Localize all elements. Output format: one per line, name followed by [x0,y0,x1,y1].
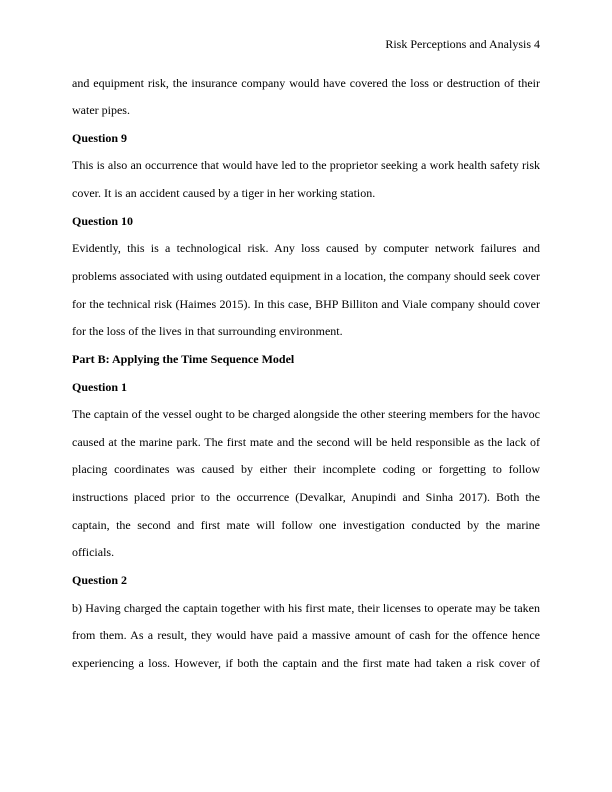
paragraph-line: experiencing a loss. However, if both the captain and the first mate had taken a risk cover of [72,655,540,670]
paragraph-line: from them. As a result, they would have paid a massive amount of cash for the offence hence [72,628,540,643]
running-head: Risk Perceptions and Analysis 4 [385,37,540,51]
paragraph-line: water pipes. [72,103,130,118]
paragraph-line: instructions placed prior to the occurrence (Devalkar, Anupindi and Sinha 2017). Both the [72,490,540,505]
section-heading: Part B: Applying the Time Sequence Model [72,351,295,366]
paragraph-line: The captain of the vessel ought to be charged alongside the other steering members for the havoc [72,407,540,422]
section-heading: Question 9 [72,130,128,145]
section-heading: Question 1 [72,379,128,394]
paragraph-line: placing coordinates was caused by either their incomplete coding or forgetting to follow [72,462,540,477]
paragraph [72,595,540,678]
paragraph-line: for the loss of the lives in that surrounding environment. [72,324,343,339]
paragraph-line: caused at the marine park. The first mate and the second will be held responsible as the lack of [72,434,540,449]
paragraph-line: This is also an occurrence that would have led to the proprietor seeking a work health safety risk [72,158,540,173]
section-heading: Question 2 [72,573,128,588]
paragraph-line: Evidently, this is a technological risk. Any loss caused by computer network failures and [72,241,540,256]
paragraph-line: and equipment risk, the insurance company would have covered the loss or destruction of their [72,75,540,90]
paragraph-line: cover. It is an accident caused by a tiger in her working station. [72,186,376,201]
paragraph-line: captain, the second and first mate will follow one investigation conducted by the marine [72,517,540,532]
paragraph-line: officials. [72,545,115,560]
paragraph [72,70,540,125]
paragraph-line: problems associated with using outdated equipment in a location, the company should seek cover [72,268,540,283]
paragraph [72,235,540,346]
paragraph-line: b) Having charged the captain together with his first mate, their licenses to operate may be taken [72,600,540,615]
paragraph-line: for the technical risk (Haimes 2015). In this case, BHP Billiton and Viale company should cover [72,296,540,311]
section-heading: Question 10 [72,213,134,228]
paragraph [72,401,540,567]
paragraph [72,152,540,207]
document-body [72,70,540,678]
